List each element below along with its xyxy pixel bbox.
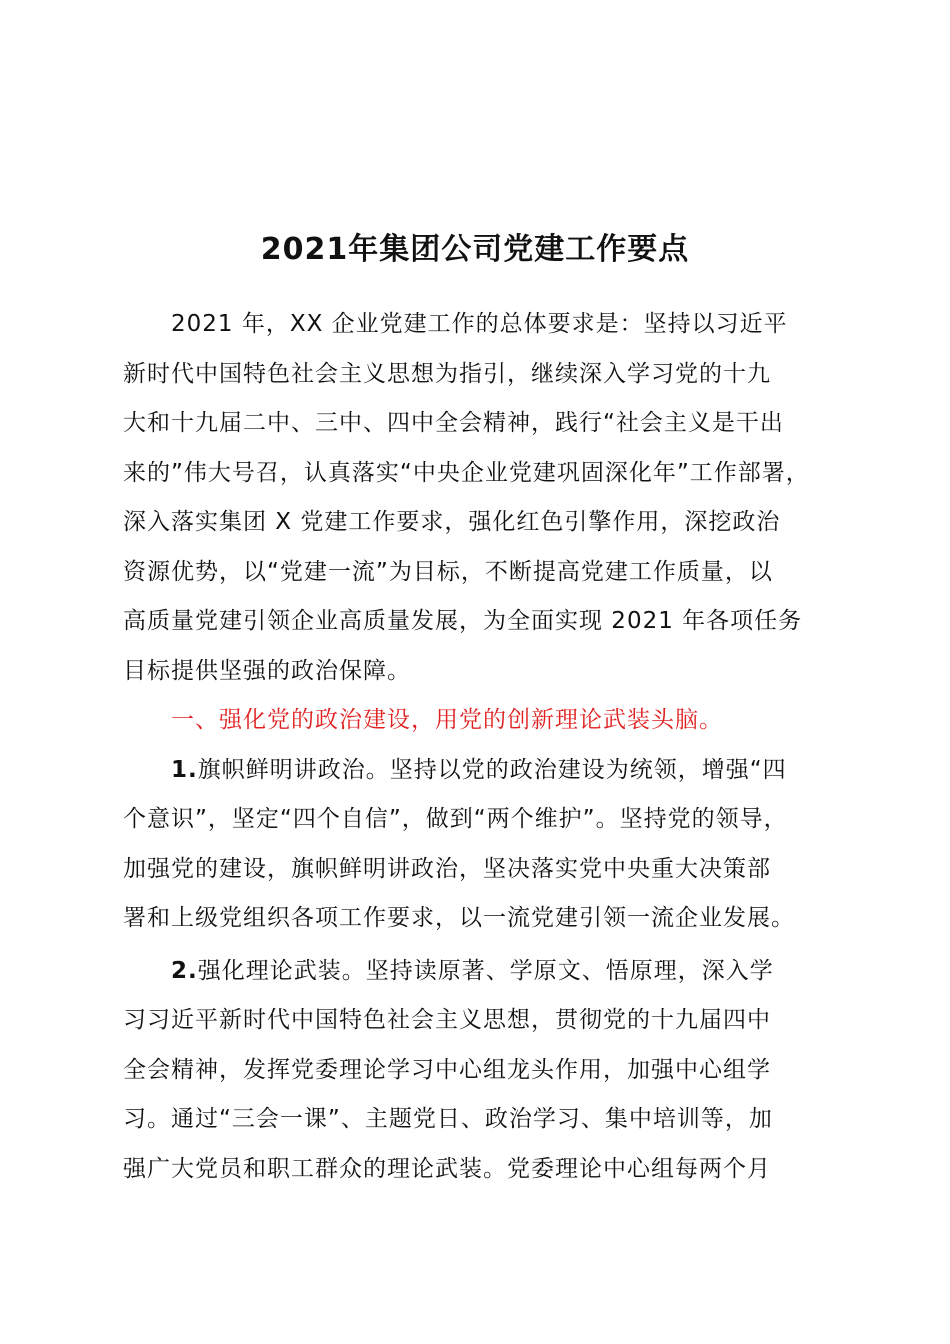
intro-line: 高质量党建引领企业高质量发展，为全面实现 2021 年各项任务 bbox=[123, 608, 803, 634]
item-2-number: 2. bbox=[171, 957, 198, 984]
intro-line: 深入落实集团 X 党建工作要求，强化红色引擎作用，深挖政治 bbox=[123, 509, 781, 535]
document-title: 2021年集团公司党建工作要点 bbox=[260, 232, 690, 267]
section-heading: 一、强化党的政治建设，用党的创新理论武装头脑。 bbox=[171, 707, 723, 733]
item-2-line: 强广大党员和职工群众的理论武装。党委理论中心组每两个月 bbox=[123, 1155, 771, 1182]
item-1-line: 加强党的建设，旗帜鲜明讲政治，坚决落实党中央重大决策部 bbox=[123, 855, 771, 882]
item-1-text: 旗帜鲜明讲政治。坚持以党的政治建设为统领，增强“四 bbox=[197, 756, 787, 783]
intro-line: 来的”伟大号召，认真落实“中央企业党建巩固深化年”工作部署， bbox=[123, 459, 810, 486]
item-2-line: 习习近平新时代中国特色社会主义思想，贯彻党的十九届四中 bbox=[123, 1007, 771, 1033]
item-1-number: 1. bbox=[171, 756, 198, 783]
intro-line: 大和十九届二中、三中、四中全会精神，践行“社会主义是干出 bbox=[123, 410, 784, 436]
item-1-first-line bbox=[123, 746, 847, 796]
item-2-line: 习。通过“三会一课”、主题党日、政治学习、集中培训等，加 bbox=[123, 1106, 773, 1132]
item-1-line: 署和上级党组织各项工作要求，以一流党建引领一流企业发展。 bbox=[123, 905, 795, 931]
intro-line: 资源优势，以“党建一流”为目标，不断提高党建工作质量，以 bbox=[123, 558, 773, 585]
intro-line: 2021 年，XX 企业党建工作的总体要求是：坚持以习近平 bbox=[171, 311, 788, 337]
item-2-first-line bbox=[123, 947, 847, 997]
intro-line: 新时代中国特色社会主义思想为指引，继续深入学习党的十九 bbox=[123, 360, 771, 387]
document-body bbox=[123, 300, 847, 1194]
intro-line: 目标提供坚强的政治保障。 bbox=[123, 657, 411, 684]
item-2-line: 全会精神，发挥党委理论学习中心组龙头作用，加强中心组学 bbox=[123, 1056, 771, 1083]
item-2-text: 强化理论武装。坚持读原著、学原文、悟原理，深入学 bbox=[197, 957, 774, 984]
item-1-line: 个意识”，坚定“四个自信”，做到“两个维护”。坚持党的领导， bbox=[123, 806, 788, 832]
